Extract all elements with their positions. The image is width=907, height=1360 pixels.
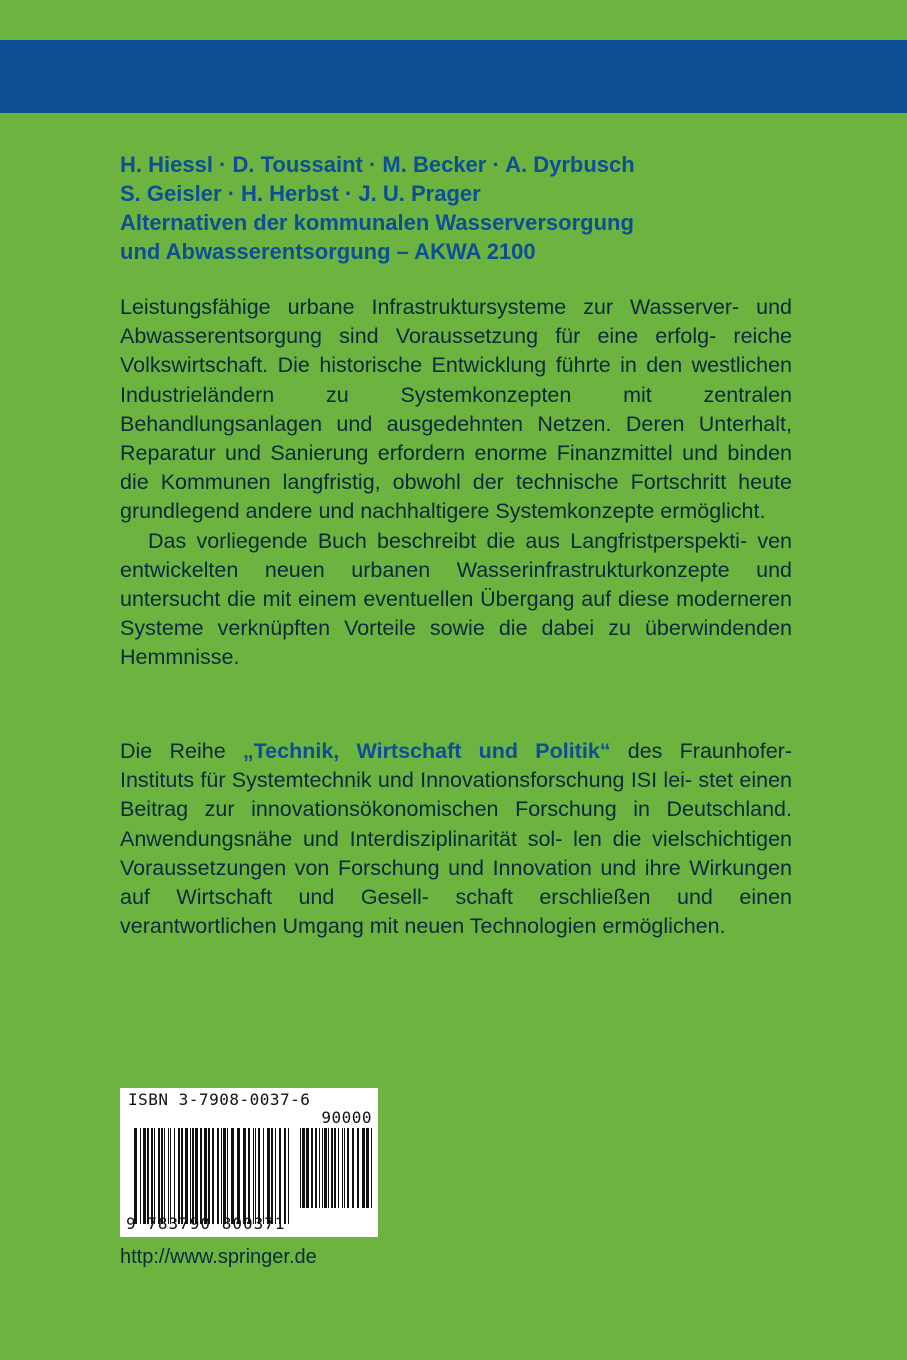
barcode-bar <box>279 1128 281 1224</box>
barcode-bar <box>237 1128 240 1224</box>
series-rest: des Fraunhofer- Instituts für Systemtechnik und Innovationsforschung ISI lei- stet einen Beitrag zur innovationsökonomischen Forschung in Deutschland. Anwendungsnähe und Interdisziplinarität sol- len die vielschichtigen Voraussetzungen von Forschung und Innovation und ihre Wirkungen auf Wirtschaft und Gesell- schaft erschließen und einen verantwortlichen Umgang mit neuen Technologien ermöglichen. <box>120 739 792 939</box>
barcode-bar <box>227 1128 228 1224</box>
barcode-bar <box>271 1128 273 1224</box>
barcode-bar <box>334 1128 336 1208</box>
title-line-1: Alternativen der kommunalen Wasserversorgung <box>120 210 634 235</box>
barcode-bar <box>322 1128 323 1208</box>
barcode-bar <box>362 1128 365 1208</box>
ean-barcode-bars <box>134 1128 292 1224</box>
series-title: „Technik, Wirtschaft und Politik“ <box>242 739 611 763</box>
description-paragraph-2: Das vorliegende Buch beschreibt die aus Langfristperspekti- ven entwickelten neuen urbanen Wasserinfrastrukturkonzepte und untersucht die mit einem eventuellen Übergang auf diese moderneren Systeme verknüpften Vorteile sowie die dabei zu überwindenden Hemmnisse. <box>120 528 792 670</box>
title-line-2: und Abwasserentsorgung – AKWA 2100 <box>120 239 536 264</box>
barcode-bar <box>311 1128 313 1208</box>
barcode-bar <box>302 1128 305 1208</box>
series-intro: Die Reihe <box>120 739 243 763</box>
barcode-bar <box>331 1128 333 1208</box>
addon-barcode-bars <box>300 1128 372 1208</box>
barcode-bar <box>319 1128 320 1208</box>
barcode-bar <box>190 1128 191 1224</box>
barcode-bar <box>371 1128 372 1208</box>
barcode-bar <box>195 1128 198 1224</box>
barcode-bar <box>248 1128 250 1224</box>
isbn-label: ISBN 3-7908-0037-6 <box>128 1090 311 1109</box>
publisher-url[interactable]: http://www.springer.de <box>120 1246 317 1268</box>
barcode-bar <box>170 1128 171 1224</box>
barcode-bar <box>174 1128 175 1224</box>
book-description <box>120 293 792 673</box>
barcode-bar <box>168 1128 169 1224</box>
barcode-bar <box>258 1128 260 1224</box>
barcode-bar <box>338 1128 339 1208</box>
barcode-bar <box>328 1128 329 1208</box>
barcode-bar <box>147 1128 149 1224</box>
authors-line-2: S. Geisler · H. Herbst · J. U. Prager <box>120 181 481 206</box>
top-blue-band <box>0 40 907 113</box>
authors-line-1: H. Hiessl · D. Toussaint · M. Becker · A. Dyrbusch <box>120 152 635 177</box>
barcode-bar <box>204 1128 207 1224</box>
barcode-bar <box>253 1128 254 1224</box>
series-description <box>120 737 792 941</box>
barcode-bar <box>324 1128 327 1208</box>
barcode-bar <box>217 1128 219 1224</box>
barcode-bar <box>357 1128 359 1208</box>
barcode-bar <box>200 1128 202 1224</box>
barcode-bar <box>267 1128 270 1224</box>
barcode-bar <box>231 1128 234 1224</box>
description-paragraph-1: Leistungsfähige urbane Infrastruktursysteme zur Wasserver- und Abwasserentsorgung sind Voraussetzung für eine erfolg- reiche Volkswirtschaft. Die historische Entwicklung führte in den westlichen Industrieländern zu Systemkonzepten mit zentralen Behandlungsanlagen und ausgedehnten Netzen. Deren Unterhalt, Reparatur und Sanierung erfordern enorme Finanzmittel und binden die Kommunen langfristig, obwohl der technische Fortschritt heute grundlegend andere und nachhaltigere Systemkonzepte ermöglicht. <box>120 295 792 524</box>
barcode-bar <box>255 1128 256 1224</box>
barcode-bar <box>140 1128 141 1224</box>
ean-number: 9 783790 800371 <box>126 1214 286 1233</box>
barcode-bar <box>275 1128 276 1224</box>
barcode-bar <box>178 1128 180 1224</box>
barcode-bar <box>158 1128 160 1224</box>
barcode-bar <box>263 1128 264 1224</box>
barcode-bar <box>366 1128 369 1208</box>
barcode-bar <box>181 1128 183 1224</box>
barcode-bar <box>161 1128 163 1224</box>
book-heading <box>120 150 800 266</box>
barcode-bar <box>212 1128 214 1224</box>
barcode-bar <box>134 1128 137 1224</box>
barcode-bar <box>315 1128 317 1208</box>
barcode-bar <box>208 1128 210 1224</box>
barcode-bar <box>342 1128 343 1208</box>
barcode-bar <box>164 1128 165 1224</box>
barcode-bar <box>284 1128 286 1224</box>
barcode-bar <box>306 1128 309 1208</box>
price-addon-label: 90000 <box>321 1108 372 1127</box>
barcode-bar <box>221 1128 222 1224</box>
barcode-bar <box>192 1128 194 1224</box>
barcode-bar <box>154 1128 155 1224</box>
barcode-bar <box>344 1128 345 1208</box>
barcode-bar <box>352 1128 354 1208</box>
barcode-bar <box>347 1128 349 1208</box>
barcode-bar <box>243 1128 246 1224</box>
barcode-bar <box>185 1128 188 1224</box>
barcode-bar <box>151 1128 153 1224</box>
barcode-bar <box>143 1128 146 1224</box>
barcode-bar <box>223 1128 226 1224</box>
series-paragraph <box>120 737 792 941</box>
barcode-bar <box>288 1128 289 1224</box>
barcode-bar <box>300 1128 301 1208</box>
isbn-barcode <box>120 1088 378 1237</box>
